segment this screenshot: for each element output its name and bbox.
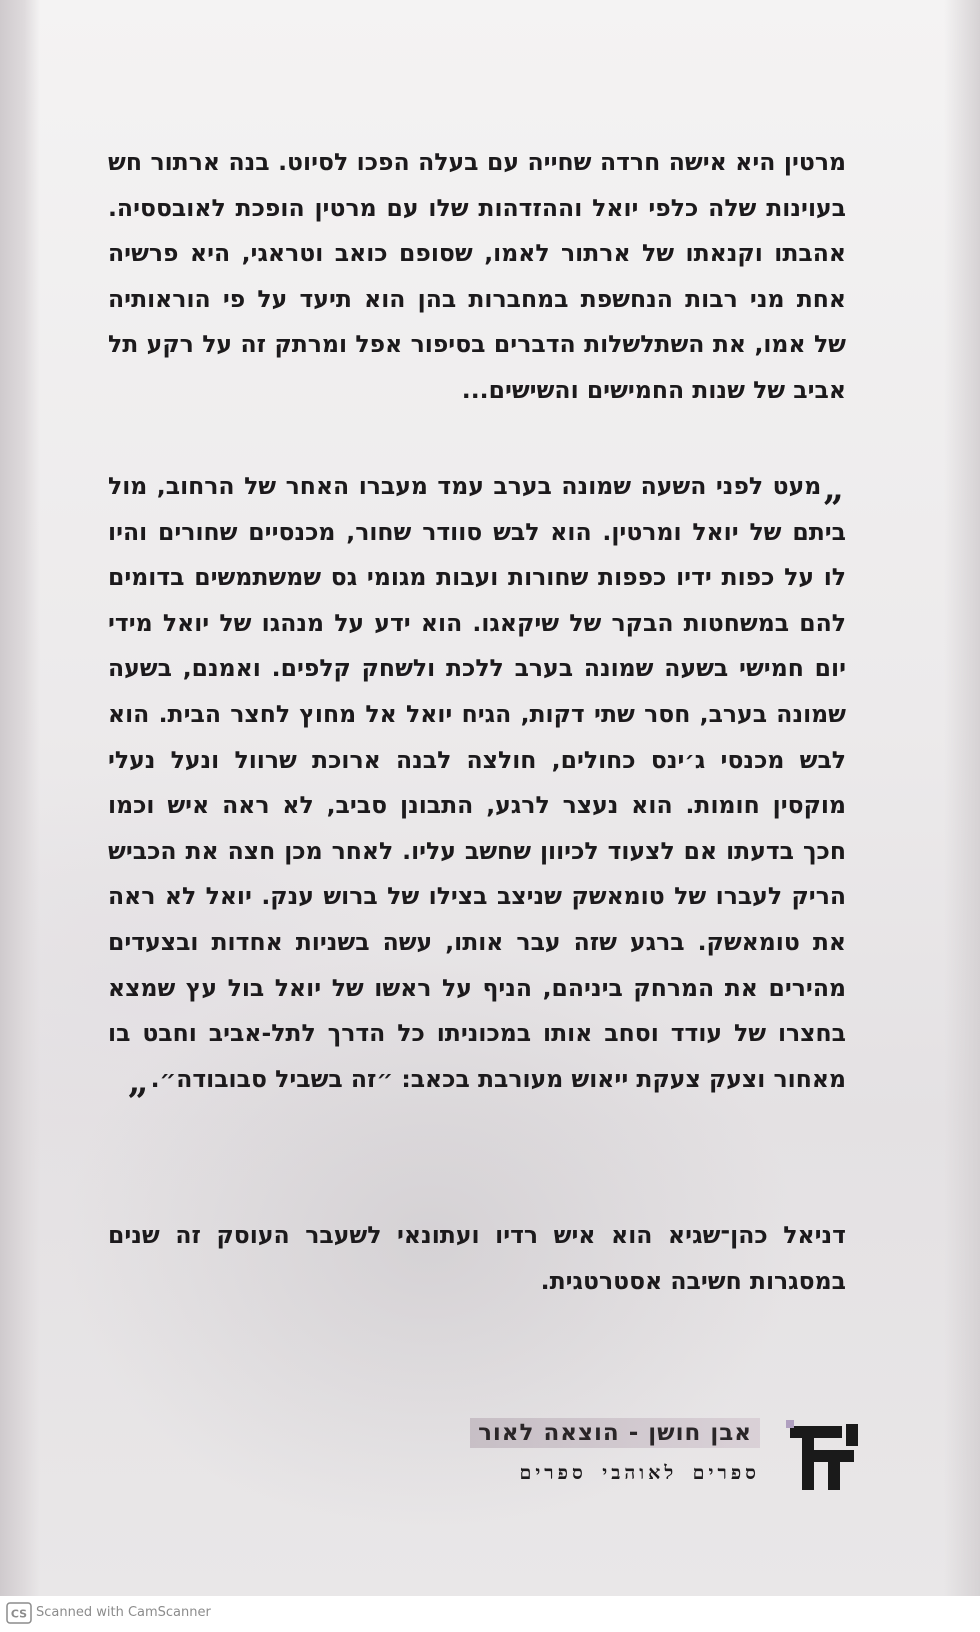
camscanner-logo-icon xyxy=(6,1602,32,1624)
hoshen-logo-icon xyxy=(784,1416,860,1496)
author-bio-paragraph xyxy=(108,1212,846,1304)
scanner-footer xyxy=(0,1596,980,1632)
closing-quote-mark: „ xyxy=(127,1059,149,1102)
excerpt-text: מעט לפני השעה שמונה בערב עמד מעברו האחר של הרחוב, מול ביתם של יואל ומרטין. הוא לבש סוודר שחור, מכנסיים שחורים והיו לו על כפות ידיו כפפות שחורות ועבות מגומי גס שמשתמשים בדומים להם במשחטות הבקר של שיקאגו. הוא ידע על מנהגו של יואל מידי יום חמישי בשעה שמונה בערב ללכת ולשחק קלפים. ואמנם, בשעה שמונה בערב, חסר שתי דקות, הגיח יואל אל מחוץ לחצר הבית. הוא לבש מכנסי ג׳ינס כחולים, חולצה לבנה ארוכת שרוול ונעל נעלי מוקסין חומות. הוא נעצר לרגע, התבונן סביב, לא ראה איש וכמו חכך בדעתו אם לצעוד לכיוון שחשב עליו. לאחר מכן חצה את הכביש הריק לעברו של טומאשק שניצב בצילו של ברוש ענק. יואל לא ראה את טומאשק. ברגע שזה עבר אותו, עשה בשניות אחדות ובצעדים מהירים את המרחק ביניהם, הניף על ראשו של יואל בול עץ שמצא בחצרו של עודד וסחב אותו במכוניתו כל הדרך לתל-אביב וחבט בו מאחור וצעק צעקת ייאוש מעורבת בכאב: ״זה בשביל סבובודה״. xyxy=(108,472,846,1093)
publisher-tagline: ספרים לאוהבי ספרים xyxy=(519,1462,760,1484)
publisher-name: אבן חושן - הוצאה לאור xyxy=(470,1418,760,1448)
author-bio-text: דניאל כהן־שגיא הוא איש רדיו ועתונאי לשעבר העוסק זה שנים במסגרות חשיבה אסטרטגית. xyxy=(108,1221,846,1295)
page-edge-left xyxy=(0,0,40,1596)
opening-quote-mark: „ xyxy=(823,467,844,509)
synopsis-text: מרטין היא אישה חרדה שחייה עם בעלה הפכו לסיוט. בנה ארתור חש בעוינות שלה כלפי יואל וההזדהות שלו עם מרטין הופכת לאובססיה. אהבתו וקנאתו של ארתור לאמו, שסופם כואב וטראגי, היא פרשיה אחת מני רבות הנחשפת במחברות בהן הוא תיעד על פי הוראותיה של אמו, את השתלשלות הדברים בסיפור אפל ומרתק זה על רקע תל אביב של שנות החמישים והשישים... xyxy=(108,148,846,404)
synopsis-paragraph xyxy=(108,140,846,413)
excerpt-paragraph xyxy=(108,464,846,1102)
scanner-watermark: Scanned with CamScanner xyxy=(36,1605,211,1620)
publisher-block xyxy=(478,1414,860,1498)
page-edge-right xyxy=(944,0,980,1596)
camscanner-badge-text: CS xyxy=(10,1607,28,1621)
